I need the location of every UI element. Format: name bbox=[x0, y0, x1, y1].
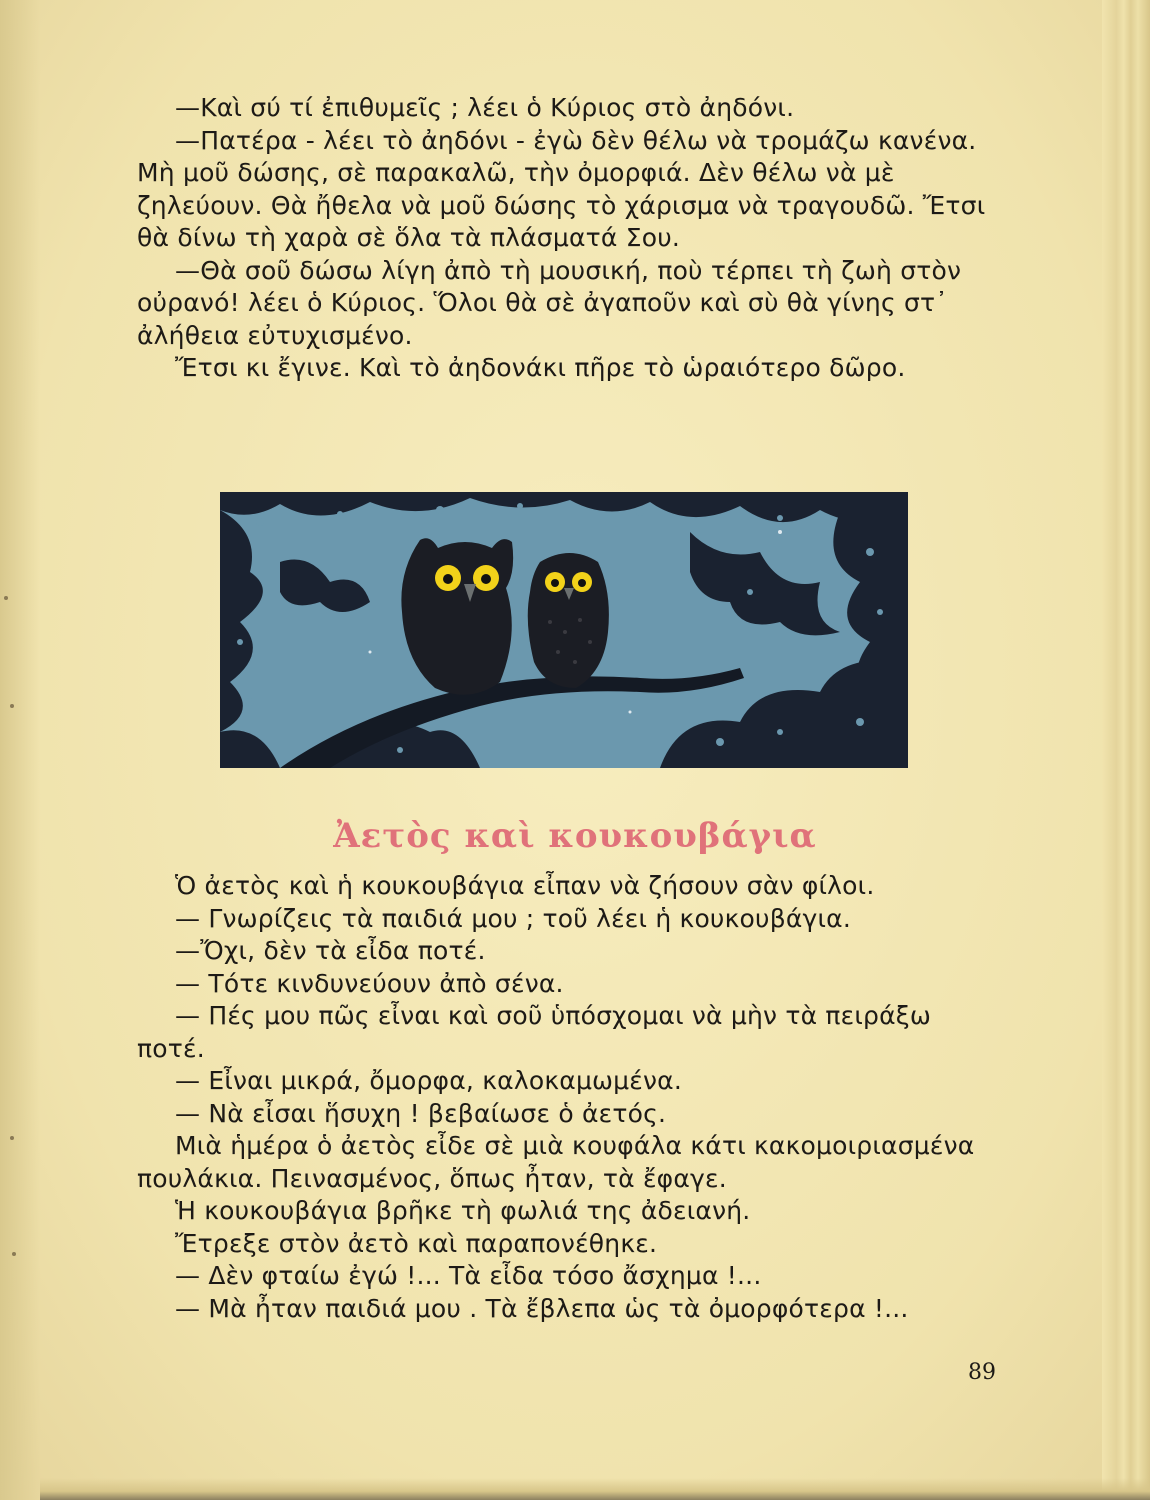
paper-speck bbox=[10, 1136, 14, 1140]
paragraph: Ἔτρεξε στὸν ἀετὸ καὶ παραπονέθηκε. bbox=[175, 1228, 658, 1258]
page-bottom-edge bbox=[40, 1478, 1150, 1500]
page-number: 89 bbox=[968, 1360, 996, 1385]
right-owl bbox=[528, 553, 609, 688]
paragraph: — Νὰ εἶσαι ἥσυχη ! βεβαίωσε ὁ ἀετός. bbox=[175, 1098, 667, 1128]
paragraph: —Καὶ σύ τί ἐπιθυμεῖς ; λέει ὁ Κύριος στὸ ἀηδόνι. bbox=[175, 93, 795, 122]
paragraph: Ἡ κουκουβάγια βρῆκε τὴ φωλιά της ἀδειανή. bbox=[175, 1196, 751, 1225]
paper-speck bbox=[10, 704, 14, 708]
page-edges bbox=[1102, 0, 1150, 1500]
paragraph: Ἔτσι κι ἔγινε. Καὶ τὸ ἀηδονάκι πῆρε τὸ ὡραιότερο δῶρο. bbox=[175, 353, 906, 382]
paragraph: — Δὲν φταίω ἐγώ !... Τὰ εἶδα τόσο ἄσχημα !... bbox=[175, 1261, 762, 1290]
paper-speck bbox=[12, 1252, 16, 1256]
paragraph: — Γνωρίζεις τὰ παιδιά μου ; τοῦ λέει ἡ κουκουβάγια. bbox=[175, 903, 852, 933]
paper-speck bbox=[4, 596, 8, 600]
paragraph: Μιὰ ἡμέρα ὁ ἀετὸς εἶδε σὲ μιὰ κουφάλα κάτι κακομοιριασμένα πουλάκια. Πεινασμένος, ὅπως ἦταν, τὰ ἔφαγε. bbox=[137, 1131, 975, 1193]
paragraph: —Πατέρα - λέει τὸ ἀηδόνι - ἐγὼ δὲν θέλω νὰ τρομάζω κανένα. Μὴ μοῦ δώσης, σὲ παρακαλῶ, τὴν ὀμορφιά. Δὲν θέλω νὰ μὲ ζηλεύουν. Θὰ ἤθελα νὰ μοῦ δώσης τὸ χάρισμα νὰ τραγουδῶ. Ἔτσι θὰ δίνω τὴ χαρὰ σὲ ὅλα τὰ πλάσματά Σου. bbox=[137, 125, 986, 252]
spine-shadow bbox=[0, 0, 40, 1500]
owls-on-branch-image bbox=[220, 492, 908, 768]
owls-illustration bbox=[220, 492, 908, 768]
paragraph: — Εἶναι μικρά, ὄμορφα, καλοκαμωμένα. bbox=[175, 1066, 682, 1095]
story-title: Ἀετὸς καὶ κουκουβάγια bbox=[333, 816, 817, 856]
paragraph: — Πές μου πῶς εἶναι καὶ σοῦ ὑπόσχομαι νὰ μὴν τὰ πειράξω ποτέ. bbox=[137, 1001, 932, 1063]
story-ending-text bbox=[137, 92, 1005, 385]
paragraph: Ὁ ἀετὸς καὶ ἡ κουκουβάγια εἶπαν νὰ ζήσουν σὰν φίλοι. bbox=[175, 871, 875, 900]
paragraph: — Τότε κινδυνεύουν ἀπὸ σένα. bbox=[175, 968, 564, 998]
paragraph: —Ὄχι, δὲν τὰ εἶδα ποτέ. bbox=[175, 936, 486, 965]
paragraph: —Θὰ σοῦ δώσω λίγη ἀπὸ τὴ μουσική, ποὺ τέρπει τὴ ζωὴ στὸν οὐρανό! λέει ὁ Κύριος. Ὅλοι θὰ σὲ ἀγαποῦν καὶ σὺ θὰ γίνης στ᾽ ἀλήθεια εὐτυχισμένο. bbox=[137, 255, 962, 350]
paragraph: — Μὰ ἦταν παιδιά μου . Τὰ ἔβλεπα ὡς τὰ ὀμορφότερα !... bbox=[175, 1293, 909, 1323]
story-text bbox=[137, 870, 1005, 1325]
